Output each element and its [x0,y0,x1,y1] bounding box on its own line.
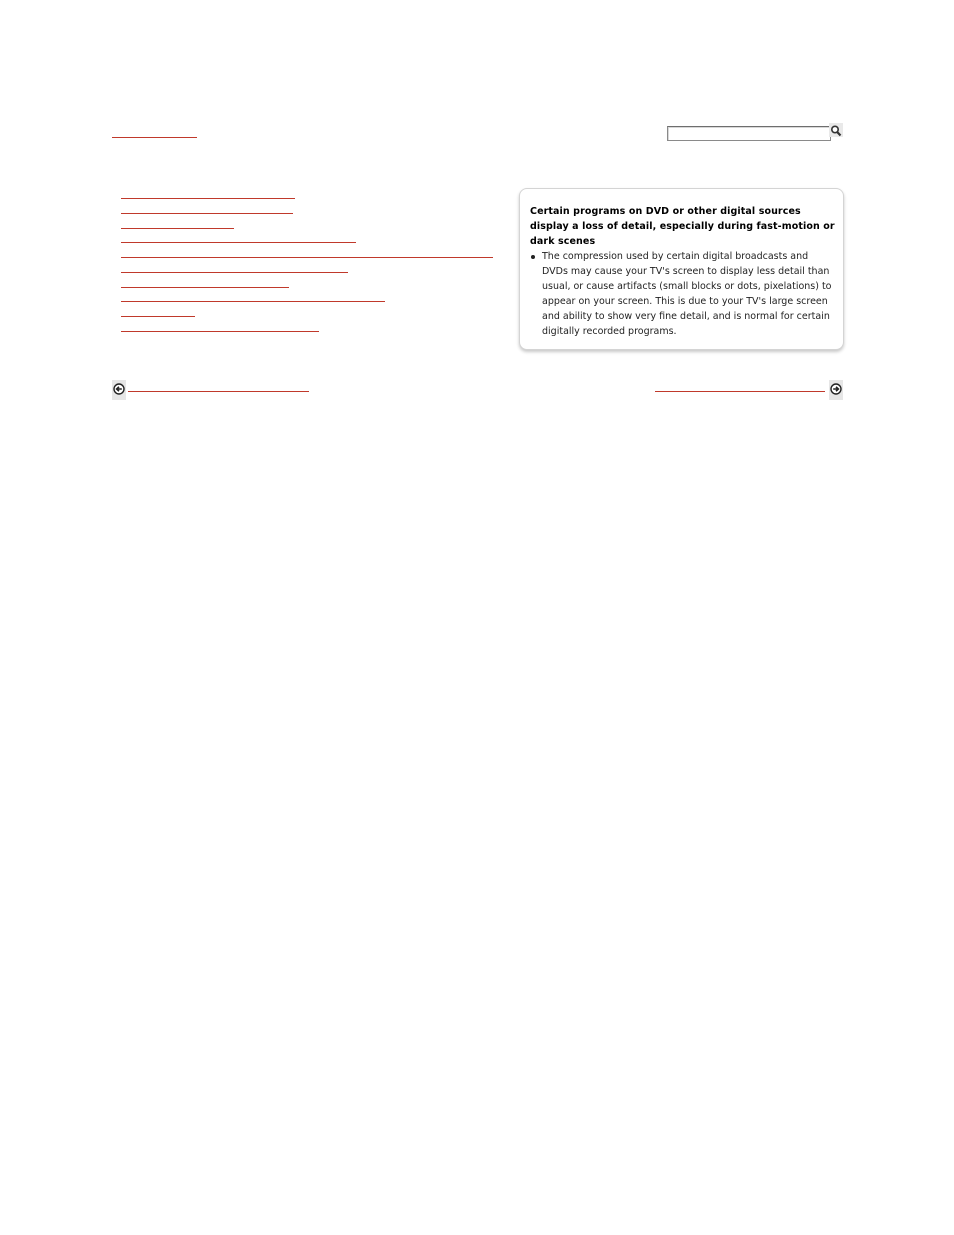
panel-bullet-text: The compression used by certain digital broadcasts and DVDs may cause your TV's screen to display less detail than usual, or cause artifacts (small blocks or dots, pixelations) to appear on your screen. This is due to your TV's large screen and ability to show very fine detail, and is normal for certain digitally recorded programs. [542,251,832,337]
search-input[interactable] [667,126,831,141]
toc-link[interactable] [121,198,295,199]
toc-link[interactable] [121,331,319,332]
toc-link[interactable] [121,272,348,273]
toc-link[interactable] [121,287,289,288]
toc-link[interactable] [121,213,293,214]
toc-link[interactable] [121,228,234,229]
prev-page-link[interactable] [128,391,309,392]
search-button[interactable] [829,123,843,137]
home-link[interactable] [112,137,197,138]
toc-link[interactable] [121,301,385,302]
next-page-link[interactable] [655,391,825,392]
next-page-button[interactable] [829,380,843,400]
magnifier-icon [829,123,843,142]
toc-link[interactable] [121,257,493,258]
prev-page-button[interactable] [112,380,126,400]
bullet-icon [531,255,535,259]
toc-link[interactable] [121,242,356,243]
toc-link[interactable] [121,316,195,317]
info-panel [519,188,844,350]
panel-title: Certain programs on DVD or other digital sources display a loss of detail, especially during fast-motion or dark scenes [530,206,835,247]
